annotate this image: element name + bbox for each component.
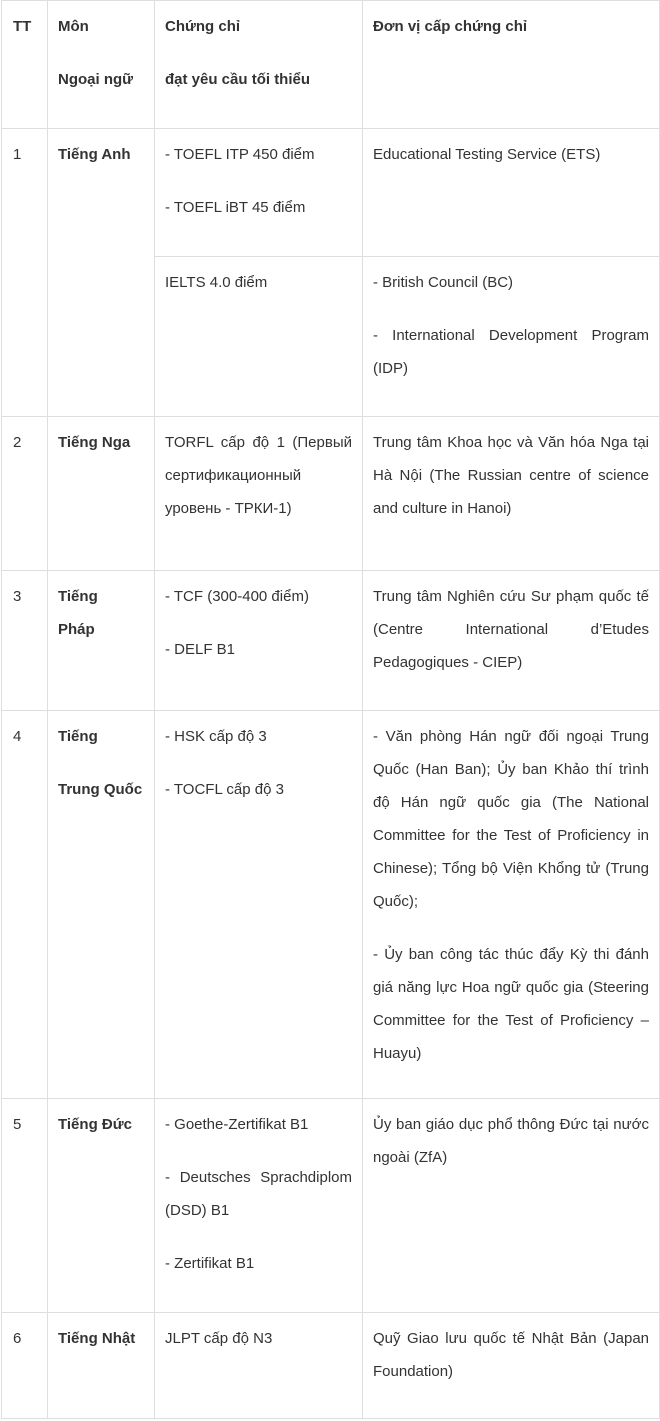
row-issuer: Quỹ Giao lưu quốc tế Nhật Bản (Japan Foundation) — [363, 1313, 660, 1419]
row-certificate: JLPT cấp độ N3 — [155, 1313, 363, 1419]
row-subject: Tiếng Nhật — [48, 1313, 155, 1419]
table-row — [2, 1099, 660, 1313]
header-tt: TT — [2, 1, 48, 129]
row-number: 6 — [2, 1313, 48, 1419]
row-subject: Tiếng Đức — [48, 1099, 155, 1313]
row-number: 4 — [2, 711, 48, 1099]
row-number: 3 — [2, 571, 48, 711]
header-issuer: Đơn vị cấp chứng chỉ — [363, 1, 660, 129]
row-issuer: - British Council (BC) - International Development Program (IDP) — [363, 257, 660, 417]
header-certificate: Chứng chỉ đạt yêu cầu tối thiểu — [155, 1, 363, 129]
table-row — [2, 571, 660, 711]
row-issuer: Educational Testing Service (ETS) — [363, 129, 660, 257]
row-certificate: - TCF (300-400 điểm) - DELF B1 — [155, 571, 363, 711]
table-row — [2, 417, 660, 571]
row-subject: Tiếng Pháp — [48, 571, 155, 711]
certificate-table — [1, 0, 660, 1419]
row-certificate: - TOEFL ITP 450 điểm - TOEFL iBT 45 điểm — [155, 129, 363, 257]
row-certificate: IELTS 4.0 điểm — [155, 257, 363, 417]
row-number: 1 — [2, 129, 48, 417]
row-issuer: Trung tâm Nghiên cứu Sư phạm quốc tế (Centre International d’Etudes Pedagogiques - CIEP) — [363, 571, 660, 711]
table-header-row — [2, 1, 660, 129]
table-row — [2, 1313, 660, 1419]
row-certificate: - Goethe-Zertifikat B1 - Deutsches Sprachdiplom (DSD) B1 - Zertifikat B1 — [155, 1099, 363, 1313]
row-subject: Tiếng Anh — [48, 129, 155, 417]
row-number: 5 — [2, 1099, 48, 1313]
header-subject: Môn Ngoại ngữ — [48, 1, 155, 129]
row-issuer: Trung tâm Khoa học và Văn hóa Nga tại Hà Nội (The Russian centre of science and culture in Hanoi) — [363, 417, 660, 571]
row-number: 2 — [2, 417, 48, 571]
table-row — [2, 711, 660, 1099]
row-subject: Tiếng Nga — [48, 417, 155, 571]
row-issuer: - Văn phòng Hán ngữ đối ngoại Trung Quốc (Han Ban); Ủy ban Khảo thí trình độ Hán ngữ quốc gia (The National Committee for the Test of Proficiency in Chinese); Tổng bộ Viện Khổng tử (Trung Quốc); - Ủy ban công tác thúc đẩy Kỳ thi đánh giá năng lực Hoa ngữ quốc gia (Steering Committee for the Test of Proficiency –Huayu) — [363, 711, 660, 1099]
row-certificate: TORFL cấp độ 1 (Первый сертификационный уровень - ТРКИ-1) — [155, 417, 363, 571]
table-row — [2, 129, 660, 257]
row-subject: Tiếng Trung Quốc — [48, 711, 155, 1099]
row-issuer: Ủy ban giáo dục phổ thông Đức tại nước ngoài (ZfA) — [363, 1099, 660, 1313]
row-certificate: - HSK cấp độ 3 - TOCFL cấp độ 3 — [155, 711, 363, 1099]
